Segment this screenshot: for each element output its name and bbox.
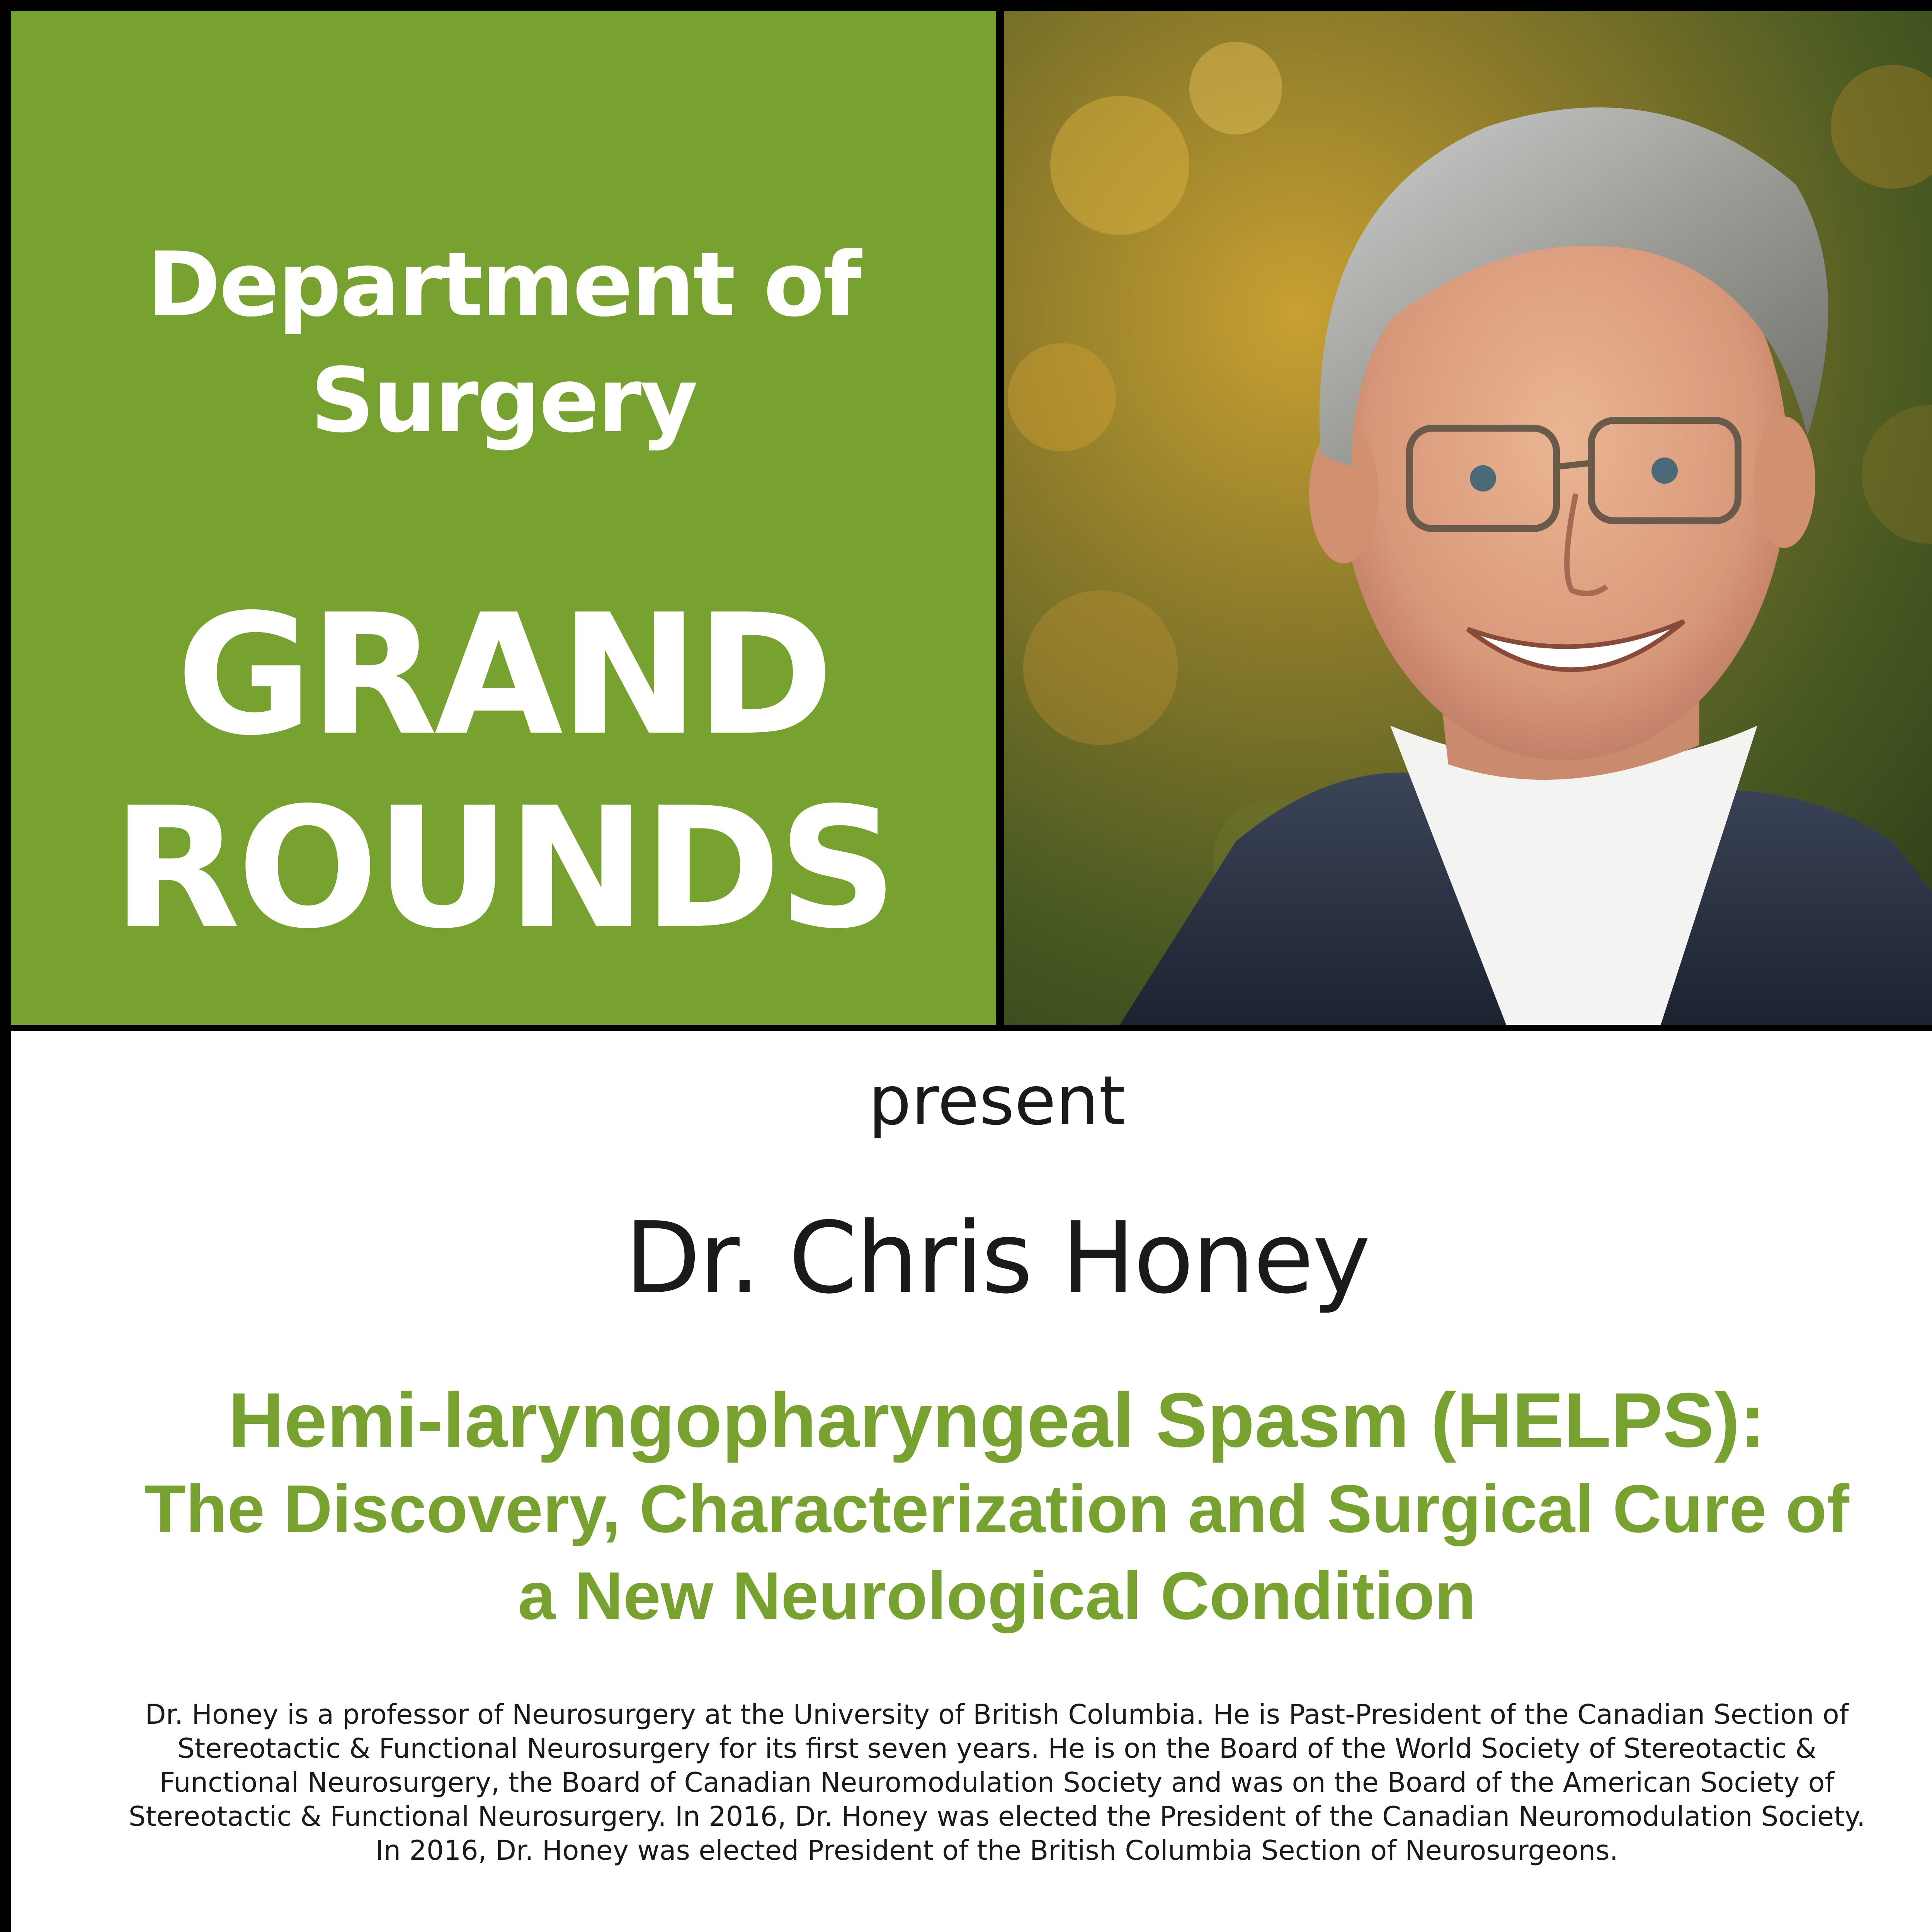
speaker-photo [1004, 11, 1932, 1025]
vertical-divider [996, 11, 1004, 1025]
grand-rounds-line-2: ROUNDS [112, 772, 895, 965]
talk-title-line-1: Hemi-laryngopharyngeal Spasm (HELPS): [228, 1377, 1766, 1463]
speaker-name: Dr. Chris Honey [624, 1201, 1369, 1316]
talk-title [49, 1375, 1932, 1639]
horizontal-divider [11, 1025, 1932, 1031]
department-line-2: Surgery [310, 349, 697, 452]
talk-title-line-2: The Discovery, Characterization and Surgical Cure of [145, 1471, 1849, 1547]
department-line-1: Department of [147, 233, 860, 337]
grand-rounds-title [11, 579, 996, 965]
talk-title-line-3: a New Neurological Condition [518, 1558, 1476, 1634]
grand-rounds-line-1: GRAND [176, 579, 831, 772]
present-label: present [868, 1062, 1126, 1140]
title-panel [11, 11, 996, 1025]
poster [11, 11, 1932, 1932]
department-title [11, 227, 996, 459]
speaker-bio: Dr. Honey is a professor of Neurosurgery at the University of British Columbia. He is Past-President of the Canadian Section of Stereotactic & Functional Neurosurgery for its first seven years. He is on the Board of the World Society of Stereotactic & Functional Neurosurgery, the Board of Canadian Neuromodulation Society and was on the Board of the American Society of Stereotactic & Functional Neurosurgery. In 2016, Dr. Honey was elected the President of the Canadian Neuromodulation Society. In 2016, Dr. Honey was elected President of the British Columbia Section of Neurosurgeons. [128, 1699, 1866, 1866]
speaker-portrait-illustration [1004, 11, 1932, 1025]
